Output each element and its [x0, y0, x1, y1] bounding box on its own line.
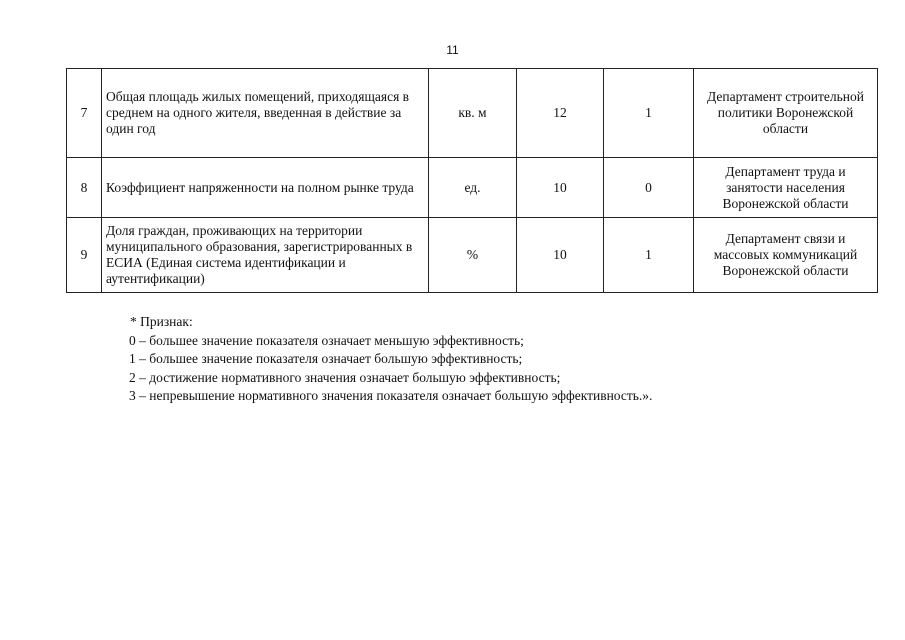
- legend-title: * Признак:: [130, 314, 193, 329]
- legend-line: 0 – большее значение показателя означает меньшую эффективность;: [129, 332, 524, 348]
- table-row: [67, 158, 878, 218]
- indicator-sign: 1: [604, 69, 694, 158]
- page-number: 11: [446, 43, 459, 57]
- indicator-value: 10: [517, 158, 604, 218]
- row-number: 8: [67, 158, 102, 218]
- sign-legend: [129, 313, 652, 406]
- indicator-value: 12: [517, 69, 604, 158]
- indicator-name: Коэффициент напряженности на полном рынке труда: [102, 158, 429, 218]
- table-row: [67, 69, 878, 158]
- unit-of-measure: %: [429, 218, 517, 293]
- indicator-sign: 1: [604, 218, 694, 293]
- responsible-department: Департамент строительной политики Воронежской области: [694, 69, 878, 158]
- unit-of-measure: кв. м: [429, 69, 517, 158]
- responsible-department: Департамент труда и занятости населения Воронежской области: [694, 158, 878, 218]
- table-row: [67, 218, 878, 293]
- indicator-value: 10: [517, 218, 604, 293]
- row-number: 7: [67, 69, 102, 158]
- indicators-table: [66, 68, 878, 293]
- responsible-department: Департамент связи и массовых коммуникаций Воронежской области: [694, 218, 878, 293]
- legend-line: 2 – достижение нормативного значения означает большую эффективность;: [129, 369, 561, 385]
- legend-line: 1 – большее значение показателя означает большую эффективность;: [129, 351, 523, 366]
- indicator-sign: 0: [604, 158, 694, 218]
- legend-line: 3 – непревышение нормативного значения показателя означает большую эффективность.».: [129, 388, 653, 403]
- unit-of-measure: ед.: [429, 158, 517, 218]
- row-number: 9: [67, 218, 102, 293]
- indicator-name: Доля граждан, проживающих на территории муниципального образования, зарегистрированных в ЕСИА (Единая система идентификации и аутентификации): [102, 218, 429, 293]
- indicator-name: Общая площадь жилых помещений, приходящаяся в среднем на одного жителя, введенная в действие за один год: [102, 69, 429, 158]
